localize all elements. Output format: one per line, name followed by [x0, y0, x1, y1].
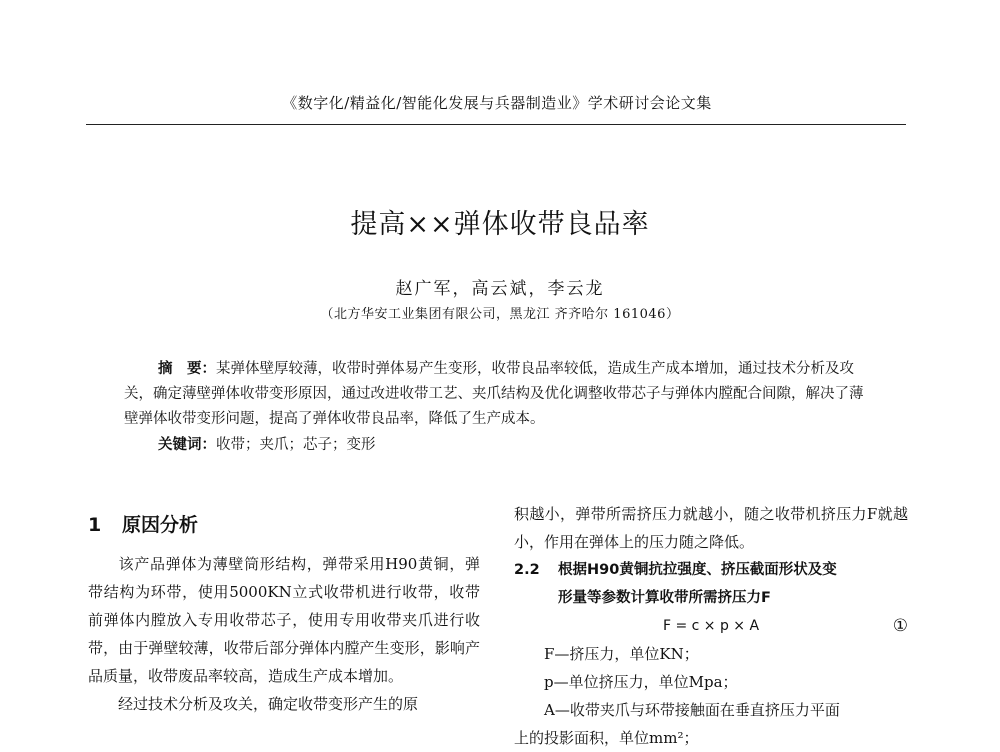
section-heading: [88, 510, 480, 540]
subsection-heading: [514, 556, 908, 612]
definition-A-line2: 上的投影面积，单位mm²；: [514, 729, 699, 747]
header-rule: [86, 124, 906, 125]
keywords-text: 收带；夹爪；芯子；变形: [216, 437, 376, 453]
abstract-paragraph: [124, 356, 874, 432]
keywords-label: 关键词：: [158, 436, 216, 453]
section-number: 1: [88, 514, 102, 536]
left-column: [88, 510, 480, 718]
paper-authors: 赵广军，高云斌，李云龙: [395, 279, 605, 299]
subsection-title-line2: 形量等参数计算收带所需挤压力F: [558, 590, 771, 606]
paper-affiliation: （北方华安工业集团有限公司，黑龙江 齐齐哈尔 161046）: [320, 307, 680, 322]
proceedings-header: 《数字化/精益化/智能化发展与兵器制造业》学术研讨会论文集: [282, 94, 712, 112]
paper-title: 提高××弹体收带良品率: [350, 209, 650, 240]
keywords-paragraph: [124, 432, 874, 458]
abstract-label: 摘 要：: [158, 360, 216, 377]
formula: F = c × p × A: [662, 618, 760, 634]
abstract-block: [124, 356, 874, 458]
right-column: [514, 500, 908, 752]
formula-row: [514, 612, 908, 640]
body-paragraph-2-text: 经过技术分析及攻关，确定收带变形产生的原: [118, 695, 419, 713]
body-paragraph-2: [88, 690, 480, 718]
body-paragraph-1: [88, 550, 480, 690]
definition-F: F—挤压力，单位KN；: [544, 645, 699, 663]
subsection-number: 2.2: [514, 562, 540, 578]
abstract-text: 某弹体壁厚较薄，收带时弹体易产生变形，收带良品率较低，造成生产成本增加，通过技术分析及攻关，确定薄壁弹体收带变形原因，通过改进收带工艺、夹爪结构及优化调整收带芯子与弹体内膛配合间隙，解决了薄壁弹体收带变形问题，提高了弹体收带良品率，降低了生产成本。: [124, 361, 864, 427]
subsection-title-line1: 根据H90黄铜抗拉强度、挤压截面形状及变: [558, 562, 837, 578]
continued-paragraph: 积越小，弹带所需挤压力就越小，随之收带机挤压力F就越小，作用在弹体上的压力随之降低。: [514, 505, 908, 551]
body-paragraph-1-text: 该产品弹体为薄壁筒形结构，弹带采用H90黄铜，弹带结构为环带，使用5000KN立式收带机进行收带，收带前弹体内膛放入专用收带芯子，使用专用收带夹爪进行收带，由于弹壁较薄，收带后部分弹体内膛产生变形，影响产品质量，收带废品率较高，造成生产成本增加。: [88, 555, 480, 685]
formula-number: ①: [892, 616, 908, 636]
definition-A-line1: A—收带夹爪与环带接触面在垂直挤压力平面: [544, 701, 840, 719]
section-title: 原因分析: [122, 514, 199, 536]
definition-p: p—单位挤压力，单位Mpa；: [544, 673, 738, 691]
